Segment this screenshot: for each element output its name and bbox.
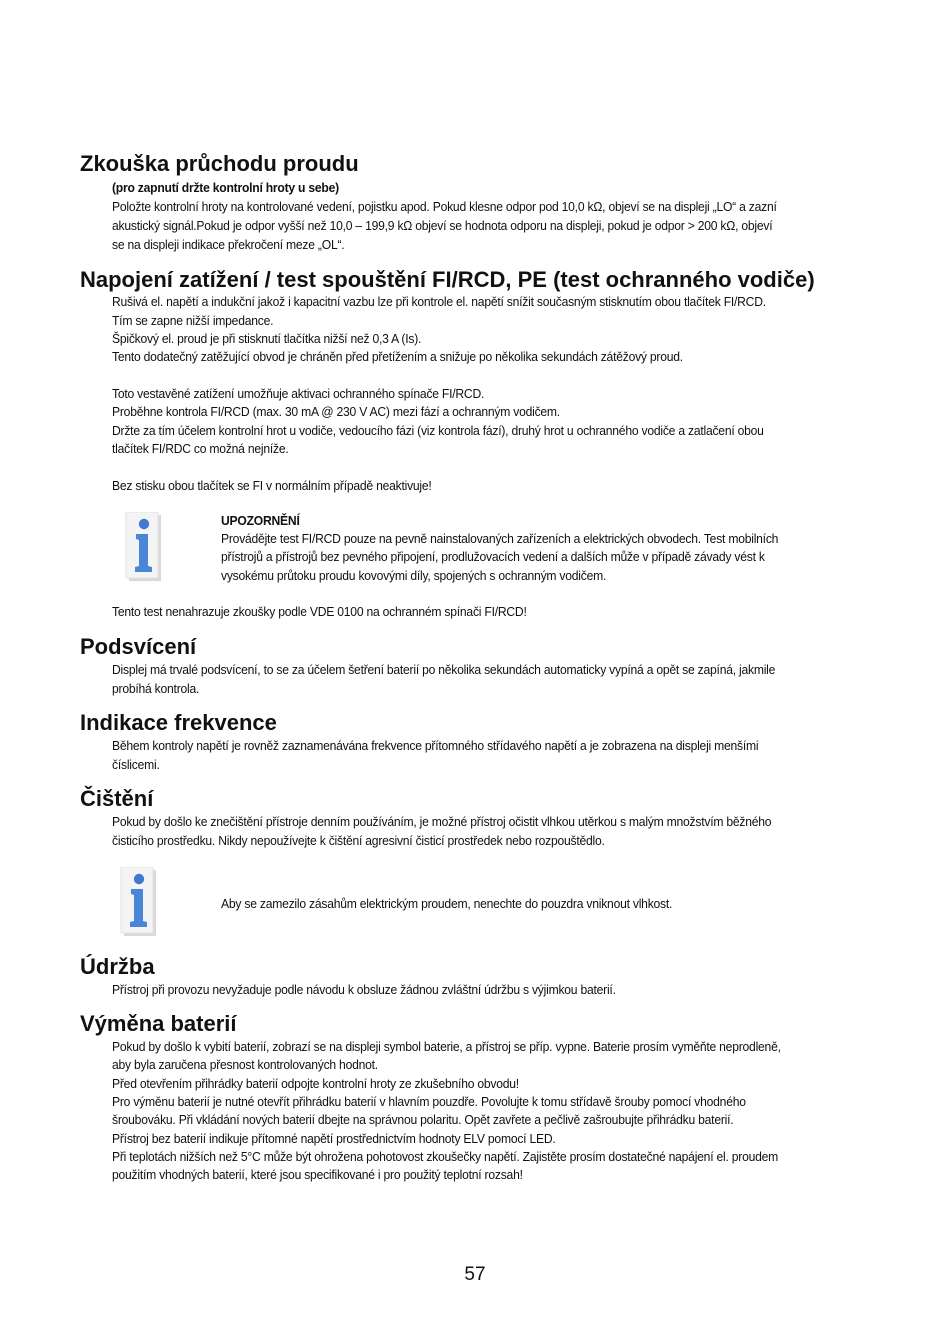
heading-podsviceni: Podsvícení bbox=[80, 634, 197, 659]
heading-zkouska-pruchodu: Zkouška průchodu proudu bbox=[80, 151, 359, 176]
s7-line-7: Při teplotách nižších než 5°C může být ohrožena pohotovost zkoušečky napětí. Zajistěte prosím dostatečné napájení el. proudem bbox=[112, 1149, 779, 1164]
heading-vymena-baterii: Výměna baterií bbox=[80, 1011, 237, 1036]
page-number: 57 bbox=[464, 1264, 486, 1285]
warning-line-1: Provádějte test FI/RCD pouze na pevně nainstalovaných zařízeních a elektrických obvodech. Test mobilních bbox=[221, 531, 779, 546]
warning-line-2: přístrojů a přístrojů bez pevného připojení, prodlužovacích vedení a dalších může v případě závady vést k bbox=[221, 549, 765, 564]
s4-line-2: číslicemi. bbox=[112, 757, 160, 772]
s2-line-9: Bez stisku obou tlačítek se FI v normálním případě neaktivuje! bbox=[112, 478, 432, 493]
subheading-zkouska: (pro zapnutí držte kontrolní hroty u sebe) bbox=[112, 180, 339, 195]
heading-udrzba: Údržba bbox=[80, 954, 155, 979]
warning-line-3: vysokému průtoku proudu kovovými díly, spojených s ochranným vodičem. bbox=[221, 568, 607, 583]
s1-line-2: akustický signál.Pokud je odpor vyšší než 10,0 – 199,9 kΩ objeví se hodnota odporu na displeji, pokud je odpor > 200 kΩ, objeví bbox=[112, 218, 773, 233]
s5-line-2: čisticího prostředku. Nikdy nepoužívejte k čištění agresivní čisticí prostředek nebo rozpouštědlo. bbox=[112, 833, 605, 848]
s2-line-2: Tím se zapne nižší impedance. bbox=[112, 313, 274, 328]
cleaning-note: Aby se zamezilo zásahům elektrickým proudem, nenechte do pouzdra vniknout vlhkost. bbox=[221, 896, 673, 911]
s3-line-2: probíhá kontrola. bbox=[112, 681, 200, 696]
s7-line-6: Přístroj bez baterií indikuje přítomné napětí prostřednictvím hodnoty ELV pomocí LED. bbox=[112, 1131, 556, 1146]
s6-line-1: Přístroj při provozu nevyžaduje podle návodu k obsluze žádnou zvláštní údržbu s výjimkou baterií. bbox=[112, 982, 616, 997]
s7-line-3: Před otevřením přihrádky baterií odpojte kontrolní hroty ze zkušebního obvodu! bbox=[112, 1076, 519, 1091]
s2-line-3: Špičkový el. proud je při stisknutí tlačítka nižší než 0,3 A (Is). bbox=[112, 331, 422, 346]
warning-title: UPOZORNĚNÍ bbox=[221, 513, 300, 528]
s2-line-1: Rušivá el. napětí a indukční jakož i kapacitní vazbu lze při kontrole el. napětí snížit současným stisknutím obou tlačítek FI/RCD. bbox=[112, 294, 766, 309]
s2-line-8: tlačítek FI/RDC co možná nejníže. bbox=[112, 441, 289, 456]
s7-line-2: aby byla zaručena přesnost kontrolovaných hodnot. bbox=[112, 1057, 378, 1072]
s2-line-10: Tento test nenahrazuje zkoušky podle VDE 0100 na ochranném spínači FI/RCD! bbox=[112, 604, 527, 619]
s7-line-8: použitím vhodných baterií, které jsou specifikované i pro použitý teplotní rozsah! bbox=[112, 1167, 523, 1182]
s4-line-1: Během kontroly napětí je rovněž zaznamenávána frekvence přítomného střídavého napětí a je zobrazena na displeji menšími bbox=[112, 738, 759, 753]
info-icon bbox=[119, 867, 157, 933]
s3-line-1: Displej má trvalé podsvícení, to se za účelem šetření baterií po několika sekundách automaticky vypíná a opět se zapíná, jakmile bbox=[112, 662, 776, 677]
s2-line-6: Proběhne kontrola FI/RCD (max. 30 mA @ 230 V AC) mezi fází a ochranným vodičem. bbox=[112, 404, 560, 419]
s1-line-3: se na displeji indikace překročení meze „OL“. bbox=[112, 237, 345, 252]
s2-line-7: Držte za tím účelem kontrolní hrot u vodiče, vedoucího fázi (viz kontrola fází), druhý hrot u ochranného vodiče a zatlačení obou bbox=[112, 423, 764, 438]
s1-line-1: Položte kontrolní hroty na kontrolované vedení, pojistku apod. Pokud klesne odpor pod 10,0 kΩ, objeví se na displeji „LO“ a zazní bbox=[112, 199, 777, 214]
s5-line-1: Pokud by došlo ke znečištění přístroje denním používáním, je možné přístroj očistit vlhkou utěrkou s malým množstvím běžného bbox=[112, 814, 772, 829]
heading-napojeni-zatizeni: Napojení zatížení / test spouštění FI/RCD, PE (test ochranného vodiče) bbox=[80, 267, 815, 292]
s2-line-4: Tento dodatečný zatěžující obvod je chráněn před přetížením a snižuje po několika sekundách zátěžový proud. bbox=[112, 349, 683, 364]
s2-line-5: Toto vestavěné zatížení umožňuje aktivaci ochranného spínače FI/RCD. bbox=[112, 386, 485, 401]
info-icon bbox=[124, 512, 162, 578]
heading-cisteni: Čištění bbox=[80, 786, 154, 811]
s7-line-1: Pokud by došlo k vybití baterií, zobrazí se na displeji symbol baterie, a přístroj se příp. vypne. Baterie prosím vyměňte neprodleně, bbox=[112, 1039, 781, 1054]
s7-line-5: šroubováku. Při vkládání nových baterií dbejte na správnou polaritu. Opět zavřete a pečlivě zašroubujte přihrádku baterií. bbox=[112, 1112, 734, 1127]
s7-line-4: Pro výměnu baterií je nutné otevřít přihrádku baterií v hlavním pouzdře. Povolujte k tomu střídavě šrouby pomocí vhodného bbox=[112, 1094, 746, 1109]
heading-indikace-frekvence: Indikace frekvence bbox=[80, 710, 277, 735]
